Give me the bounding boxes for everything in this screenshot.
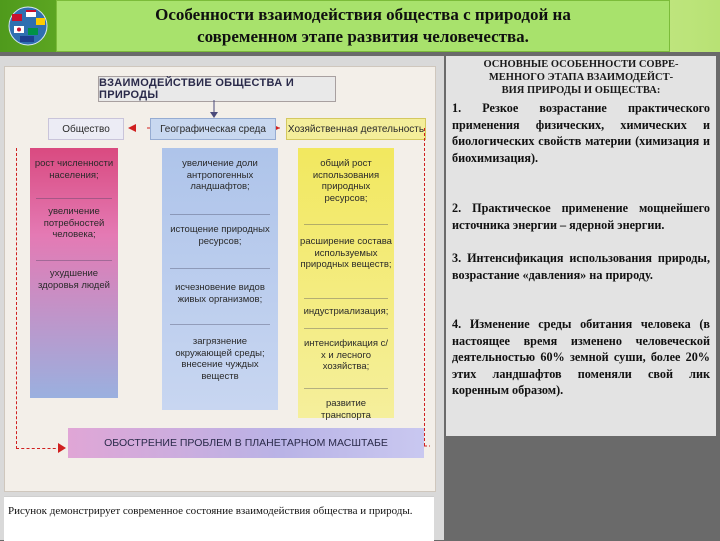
- divider: [304, 224, 388, 225]
- divider: [304, 298, 388, 299]
- column-society: [30, 148, 118, 398]
- node-society: Общество: [48, 118, 124, 140]
- diagram-title: ВЗАИМОДЕЙСТВИЕ ОБЩЕСТВА И ПРИРОДЫ: [99, 77, 295, 101]
- divider: [170, 268, 270, 269]
- divider: [304, 328, 388, 329]
- feature-paragraph-4: 4. Изменение среды обитания человека (в настоящее время изменено человеческой деятельностью 60% земной суши, более 20% этих ландшафтов поменяли свой лик коренным образом).: [452, 317, 710, 397]
- economy-item: развитие транспорта: [321, 398, 371, 421]
- arrow-left-icon: [128, 124, 136, 132]
- page-title: Особенности взаимодействия общества с природой на современном этапе развития человечества.: [155, 5, 571, 46]
- economy-item: индустриализация;: [303, 306, 389, 317]
- economy-item: расширение состава используемых природных веществ;: [300, 236, 392, 270]
- geo-item: истощение природных ресурсов;: [170, 224, 270, 247]
- geo-item: увеличение доли антропогенных ландшафтов;: [182, 158, 258, 192]
- divider: [170, 324, 270, 325]
- geo-item: исчезновение видов живых организмов;: [175, 282, 265, 305]
- node-geographic-environment: Географическая среда: [150, 118, 276, 140]
- column-economic-activity: [298, 148, 394, 421]
- caption-text: Рисунок демонстрирует современное состояние взаимодействия общества и природы.: [8, 505, 413, 517]
- divider: [36, 260, 112, 261]
- economy-item: интенсификация с/х и лесного хозяйства;: [303, 338, 389, 372]
- society-item: ухудшение здоровья людей: [38, 268, 110, 291]
- bottom-result-text: ОБОСТРЕНИЕ ПРОБЛЕМ В ПЛАНЕТАРНОМ МАСШТАБЕ: [104, 437, 388, 449]
- bottom-result-bar: [68, 428, 424, 458]
- figure-caption: [4, 496, 434, 541]
- feedback-arrow-icon: [58, 443, 66, 453]
- feature-paragraph-3: 3. Интенсификация использования природы, возрастание «давления» на природу.: [452, 251, 710, 282]
- divider: [36, 198, 112, 199]
- column-geographic-environment: [162, 148, 278, 410]
- right-heading: ОСНОВНЫЕ ОСОБЕННОСТИ СОВРЕ- МЕННОГО ЭТАПА ВЗАИМОДЕЙСТ- ВИЯ ПРИРОДЫ И ОБЩЕСТВА:: [483, 59, 679, 96]
- geo-item: загрязнение окружающей среды; внесение чуждых веществ: [175, 336, 265, 382]
- divider: [304, 388, 388, 389]
- society-item: увеличение потребностей человека;: [43, 206, 105, 240]
- divider: [170, 214, 270, 215]
- economy-item: общий рост использования природных ресурсов;: [312, 158, 380, 204]
- society-item: рост численности населения;: [34, 158, 114, 181]
- feature-paragraph-1: 1. Резкое возрастание практического применения физических, химических и биологических свойств материи (химизация и биохимизация).: [452, 101, 710, 165]
- right-dashed-line: [424, 128, 426, 446]
- feature-paragraph-2: 2. Практическое применение мощнейшего источника энергии – ядерной энергии.: [452, 201, 710, 232]
- node-economic-activity: Хозяйственная деятельность: [286, 118, 426, 140]
